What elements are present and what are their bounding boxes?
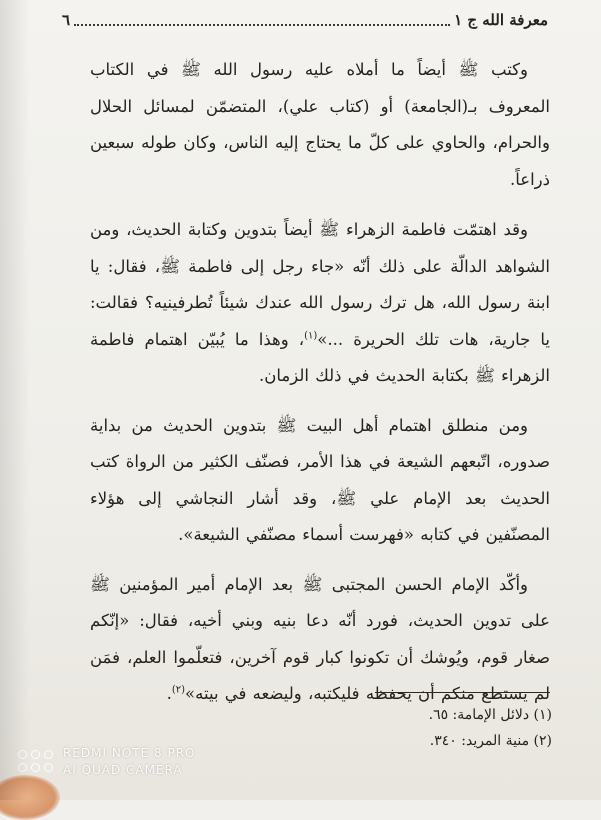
footnotes — [300, 702, 552, 754]
paragraph-text: . — [166, 684, 172, 703]
camera-dots-icon — [18, 750, 55, 774]
watermark-line: REDMI NOTE 8 PRO — [63, 746, 196, 760]
main-text — [90, 52, 550, 727]
paragraph — [90, 52, 550, 198]
paragraph — [90, 567, 550, 713]
paragraph-text: ، وهذا ما يُبيّن اهتمام فاطمة الزهراء ﷺ بكتابة الحديث في ذلك الزمان. — [90, 329, 550, 385]
paragraph-text: وأكّد الإمام الحسن المجتبى ﷺ بعد الإمام أمير المؤمنين ﷺ على تدوين الحديث، فورد أنّه دعا بنيه وبني أخيه، فقال: «إنّكم صغار قوم، ويُوشك أن تكونوا كبار قوم آخرين، فتعلّموا العلم، فمَن لم يستطع منكم أن يحفظه فليكتبه، وليضعه في بيته» — [90, 574, 550, 703]
paragraph — [90, 212, 550, 395]
book-title: معرفة الله ج ١ — [454, 11, 548, 29]
page-number: ٦ — [62, 11, 71, 29]
footnote: (١) دلائل الإمامة: ٦٥. — [428, 707, 552, 723]
footnote-ref: (١) — [304, 330, 318, 341]
header-leader-dots — [74, 14, 450, 26]
watermark-line: AI QUAD CAMERA — [63, 763, 183, 777]
camera-watermark — [18, 742, 195, 782]
footnote: (٢) منية المريد: ٣٤٠. — [429, 733, 552, 749]
paragraph-text: وقد اهتمّت فاطمة الزهراء ﷺ أيضاً بتدوين وكتابة الحديث، ومن الشواهد الدالّة على ذلك أنّه «جاء رجل إلى فاطمة ﷺ، فقال: يا ابنة رسول الله، هل ترك رسول الله عندك شيئاً تُطرفينيه؟ فقالت: يا جارية، هات تلك الحريرة ...» — [90, 220, 551, 349]
running-header — [62, 8, 548, 32]
paragraph — [90, 408, 550, 554]
watermark-text — [63, 745, 195, 779]
paragraph-text: ومن منطلق اهتمام أهل البيت ﷺ بتدوين الحديث من بداية صدوره، اتّبعهم الشيعة في هذا الأمر، فصنّف الكثير من الرواة كتب الحديث بعد الإمام علي ﷺ، وقد أشار النجاشي إلى هؤلاء المصنّفين في كتابه «فهرست أسماء مصنّفي الشيعة». — [90, 415, 550, 544]
footnote-ref: (٢) — [171, 684, 186, 696]
paragraph-text: وكتب ﷺ أيضاً ما أملاه عليه رسول الله ﷺ في الكتاب المعروف بـ(الجامعة) أو (كتاب علي)، المتضمّن لمسائل الحلال والحرام، والحاوي على كلّ ما يحتاج إليه الناس، وكان طوله سبعين ذراعاً. — [90, 60, 550, 189]
footnote-separator — [375, 692, 550, 693]
